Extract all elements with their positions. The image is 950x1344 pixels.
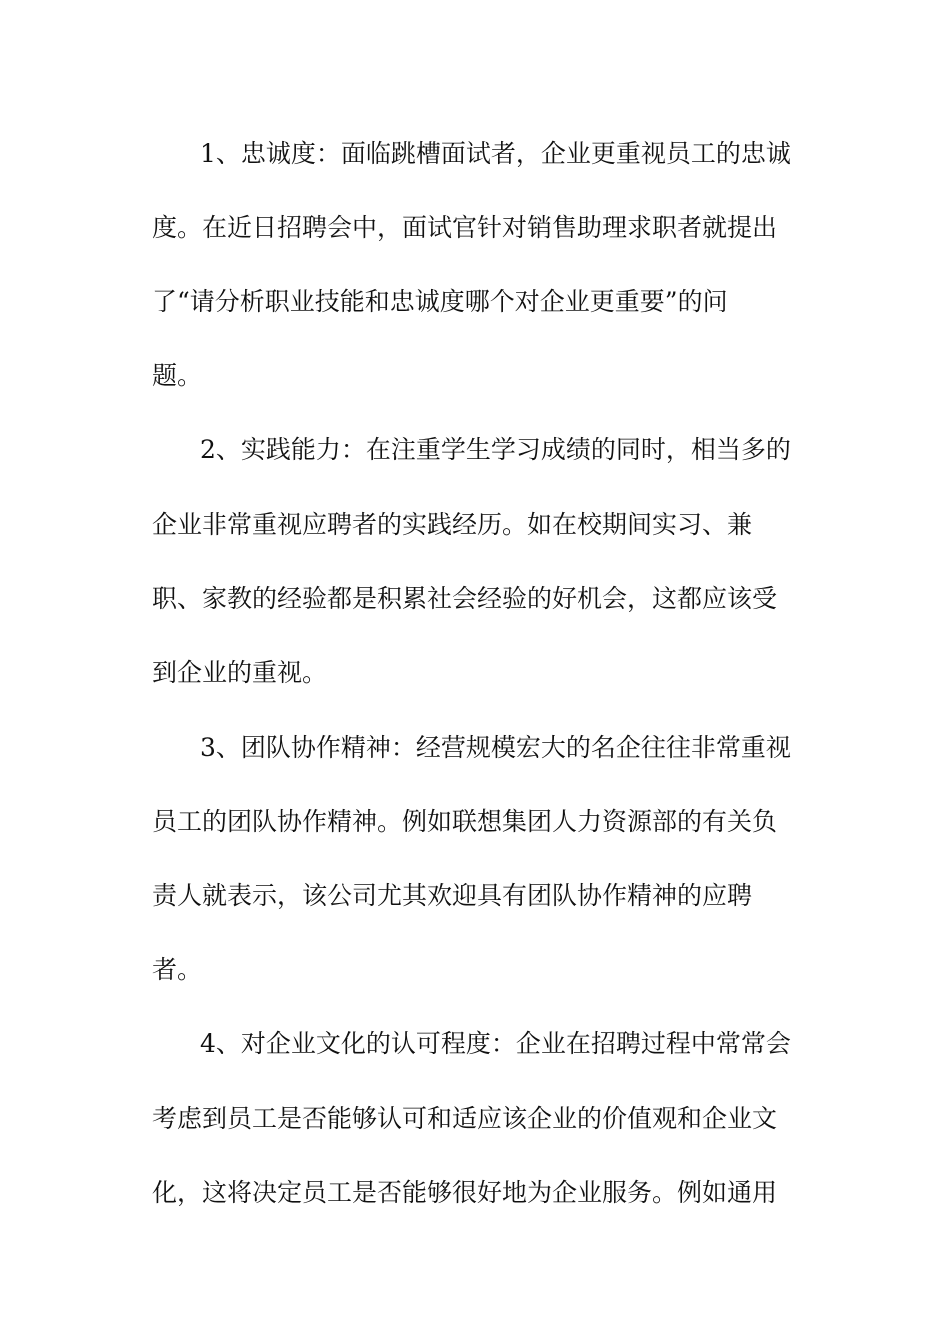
paragraph-4-line-2: 考虑到员工是否能够认可和适应该企业的价值观和企业文	[152, 1104, 778, 1133]
paragraph-3-line-1: 3、团队协作精神：经营规模宏大的名企往往非常重视	[200, 733, 791, 762]
paragraph-1-line-2: 度。在近日招聘会中，面试官针对销售助理求职者就提出	[152, 213, 778, 242]
paragraph-2-line-2: 企业非常重视应聘者的实践经历。如在校期间实习、兼	[152, 510, 753, 539]
paragraph-3-line-2: 员工的团队协作精神。例如联想集团人力资源部的有关负	[152, 807, 778, 836]
paragraph-2-line-1: 2、实践能力：在注重学生学习成绩的同时，相当多的	[200, 435, 791, 464]
paragraph-3-line-4: 者。	[152, 955, 203, 984]
paragraph-1-line-1: 1、忠诚度：面临跳槽面试者，企业更重视员工的忠诚	[200, 139, 791, 168]
paragraph-3-line-3: 责人就表示，该公司尤其欢迎具有团队协作精神的应聘	[152, 881, 753, 910]
paragraph-2-line-4: 到企业的重视。	[152, 658, 328, 687]
paragraph-2-line-3: 职、家教的经验都是积累社会经验的好机会，这都应该受	[152, 584, 778, 613]
paragraph-1-line-3: 了“请分析职业技能和忠诚度哪个对企业更重要”的问	[152, 287, 728, 316]
paragraph-4-line-1: 4、对企业文化的认可程度：企业在招聘过程中常常会	[200, 1029, 791, 1058]
paragraph-4-line-3: 化，这将决定员工是否能够很好地为企业服务。例如通用	[152, 1178, 778, 1207]
paragraph-1-line-4: 题。	[152, 361, 203, 390]
